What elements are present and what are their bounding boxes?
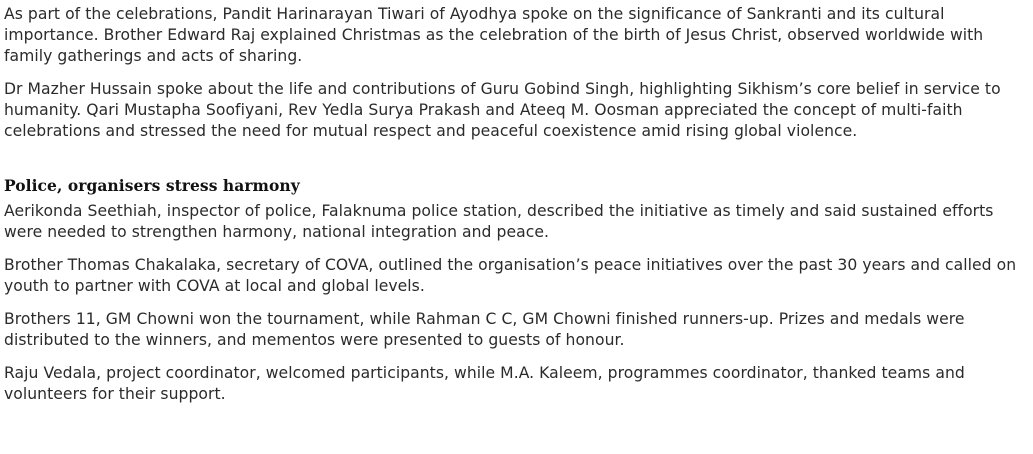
paragraph-celebrations: As part of the celebrations, Pandit Harinarayan Tiwari of Ayodhya spoke on the significance of Sankranti and its cultural importance. Brother Edward Raj explained Christmas as the celebration of the birth of Jesus Christ, observed worldwide with family gatherings and acts of sharing.	[4, 5, 984, 65]
paragraph-speakers: Dr Mazher Hussain spoke about the life and contributions of Guru Gobind Singh, highlighting Sikhism’s core belief in service to humanity. Qari Mustapha Soofiyani, Rev Yedla Surya Prakash and Ateeq M. Oosman appreciated the concept of multi-faith celebrations and stressed the need for mutual respect and peaceful coexistence amid rising global violence.	[4, 80, 1001, 140]
paragraph-police: Aerikonda Seethiah, inspector of police, Falaknuma police station, described the initiative as timely and said sustained efforts were needed to strengthen harmony, national integration and peace.	[4, 202, 994, 241]
paragraph-coordinators: Raju Vedala, project coordinator, welcomed participants, while M.A. Kaleem, programmes coordinator, thanked teams and volunteers for their support.	[4, 364, 965, 403]
section-subheading: Police, organisers stress harmony	[4, 176, 300, 195]
paragraph-cova: Brother Thomas Chakalaka, secretary of COVA, outlined the organisation’s peace initiatives over the past 30 years and called on youth to partner with COVA at local and global levels.	[4, 256, 1017, 295]
paragraph-tournament: Brothers 11, GM Chowni won the tournament, while Rahman C C, GM Chowni finished runners-up. Prizes and medals were distributed to the winners, and mementos were presented to guests of honour.	[4, 310, 965, 349]
article-body	[4, 4, 1026, 417]
